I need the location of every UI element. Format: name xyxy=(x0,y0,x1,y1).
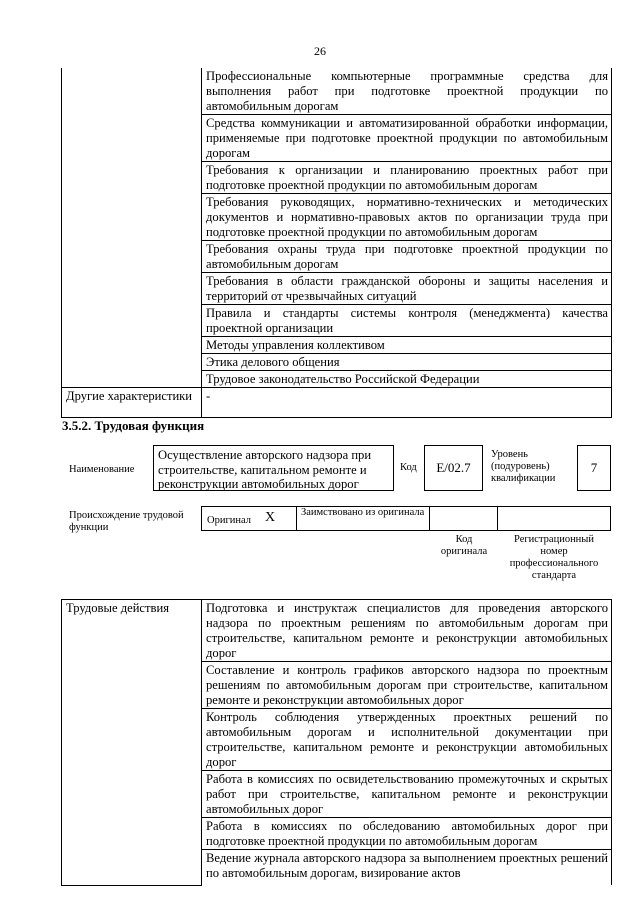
table-row: Профессиональные компьютерные программные средства для выполнения работ при подготовке проектной продукции по автомобильным дорогам xyxy=(202,68,612,115)
section-heading: 3.5.2. Трудовая функция xyxy=(62,418,205,433)
table-row: Требования к организации и планированию проектных работ при подготовке проектной продукции по автомобильным дорогам xyxy=(202,162,612,194)
table-row: Подготовка и инструктаж специалистов для проведения авторского надзора по проектным решениям по автомобильным дорогам при строительстве, капитальном ремонте и реконструкции автомобильных дорог xyxy=(202,600,612,662)
original-label: Оригинал xyxy=(207,515,251,526)
qualification-level-value: 7 xyxy=(577,445,611,491)
table-row: Работа в комиссиях по обследованию автомобильных дорог при подготовке проектной продукции по автомобильным дорогам xyxy=(202,818,612,850)
borrowed-label: Заимствовано из оригинала xyxy=(301,507,425,518)
table-row: Составление и контроль графиков авторского надзора по проектным решениям по автомобильным дорогам при строительстве, капитальном ремонте и реконструкции автомобильных дорог xyxy=(202,662,612,709)
origin-label: Происхождение трудовой функции xyxy=(69,510,184,533)
other-characteristics-value: - xyxy=(202,388,612,418)
table-row: Методы управления коллективом xyxy=(202,337,612,354)
table-left-empty-cell xyxy=(62,68,202,388)
table-row: Работа в комиссиях по освидетельствованию промежуточных и скрытых работ при строительстве, капитальном ремонте и реконструкции автомобильных дорог xyxy=(202,771,612,818)
table-row: Этика делового общения xyxy=(202,354,612,371)
table-row: Средства коммуникации и автоматизированной обработки информации, применяемые при подготовке проектной продукции по автомобильным дорогам xyxy=(202,115,612,162)
registration-number-caption: Регистрационный номер профессионального стандарта xyxy=(509,534,599,581)
labor-actions-label: Трудовые действия xyxy=(62,600,202,886)
function-name-label: Наименование xyxy=(69,464,135,475)
original-mark: X xyxy=(265,510,276,525)
knowledge-table xyxy=(61,68,612,418)
qualification-level-label: Уровень (подуровень) квалификации xyxy=(491,449,556,484)
table-row: Правила и стандарты системы контроля (менеджмента) качества проектной организации xyxy=(202,305,612,337)
table-row: Контроль соблюдения утвержденных проектных решений по автомобильным дорогам и исполнительной документации при строительстве, капитальном ремонте и реконструкции автомобильных дорог xyxy=(202,709,612,771)
table-row: Требования охраны труда при подготовке проектной продукции по автомобильным дорогам xyxy=(202,241,612,273)
labor-actions-table xyxy=(61,599,612,886)
function-code-label: Код xyxy=(400,462,417,473)
table-row: Требования руководящих, нормативно-технических и методических документов и нормативно-правовых актов по организации труда при подготовке проектной продукции по автомобильным дорогам xyxy=(202,194,612,241)
table-row: Ведение журнала авторского надзора за выполнением проектных решений по автомобильным дорогам, визирование актов xyxy=(202,850,612,886)
other-characteristics-label: Другие характеристики xyxy=(62,388,202,418)
function-code-value: E/02.7 xyxy=(424,445,483,491)
origin-code-caption: Код оригинала xyxy=(440,534,488,557)
table-row: Требования в области гражданской обороны и защиты населения и территорий от чрезвычайных ситуаций xyxy=(202,273,612,305)
function-name-value: Осуществление авторского надзора при строительстве, капитальном ремонте и реконструкции автомобильных дорог xyxy=(153,445,394,491)
origin-code-cell xyxy=(429,507,498,530)
page-number: 26 xyxy=(314,44,326,58)
table-row: Трудовое законодательство Российской Федерации xyxy=(202,371,612,388)
